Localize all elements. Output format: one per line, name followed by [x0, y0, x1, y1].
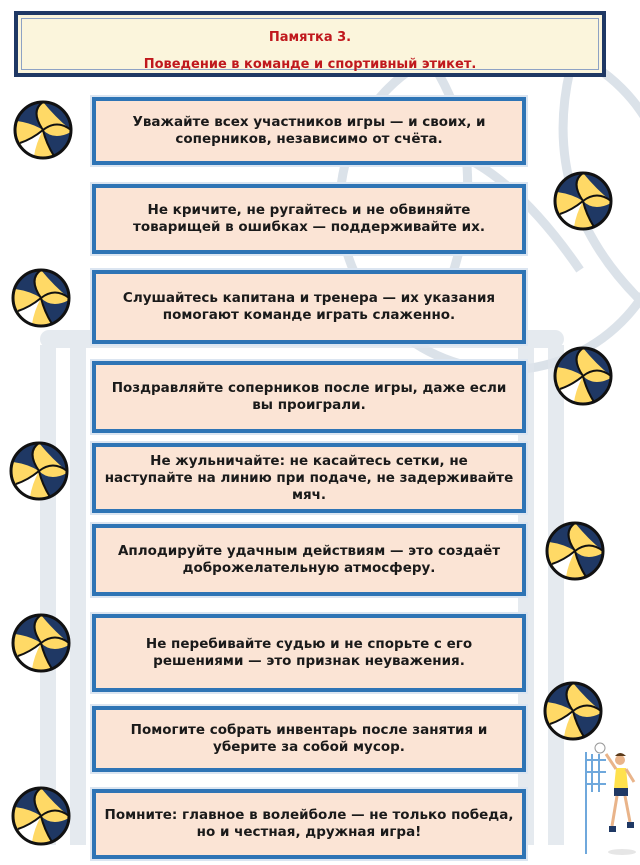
- rule-text-7: Не перебивайте судью и не спорьте с его решениями — это признак неуважения.: [145, 636, 473, 669]
- volleyball-icon: [10, 267, 72, 329]
- rule-card-6: [92, 524, 526, 596]
- memo-header: [14, 11, 606, 77]
- rule-card-2: [92, 184, 526, 254]
- rule-card-7: [92, 614, 526, 692]
- rule-card-1: [92, 97, 526, 165]
- volleyball-player-illustration: [582, 742, 638, 860]
- volleyball-icon: [552, 170, 614, 232]
- rule-text-3: Слушайтесь капитана и тренера — их указания помогают команде играть слаженно.: [122, 290, 496, 323]
- volleyball-icon: [12, 99, 74, 161]
- volleyball-icon: [552, 345, 614, 407]
- rule-text-1: Уважайте всех участников игры — и своих, и соперников, независимо от счёта.: [132, 114, 486, 147]
- volleyball-icon: [10, 612, 72, 674]
- rule-text-2: Не кричите, не ругайтесь и не обвиняйте товарищей в ошибках — поддерживайте их.: [133, 202, 485, 235]
- rule-card-3: [92, 270, 526, 344]
- volleyball-icon: [8, 440, 70, 502]
- memo-number: Памятка 3.: [268, 30, 352, 45]
- rule-text-6: Аплодируйте удачным действиям — это создаёт доброжелательную атмосферу.: [117, 543, 501, 576]
- rule-text-4: Поздравляйте соперников после игры, даже если вы проиграли.: [111, 380, 507, 413]
- rule-text-8: Помогите собрать инвентарь после занятия и уберите за собой мусор.: [130, 722, 488, 755]
- rule-card-5: [92, 443, 526, 513]
- memo-title: Поведение в команде и спортивный этикет.: [143, 57, 477, 72]
- rule-card-9: [92, 789, 526, 859]
- volleyball-icon: [544, 520, 606, 582]
- volleyball-icon: [542, 680, 604, 742]
- volleyball-icon: [10, 785, 72, 847]
- rule-text-9: Помните: главное в волейболе — не только победа, но и честная, дружная игра!: [104, 807, 514, 840]
- rule-text-5: Не жульничайте: не касайтесь сетки, не наступайте на линию при подаче, не задерживайте мяч.: [104, 452, 514, 503]
- rule-card-8: [92, 706, 526, 772]
- rule-card-4: [92, 361, 526, 433]
